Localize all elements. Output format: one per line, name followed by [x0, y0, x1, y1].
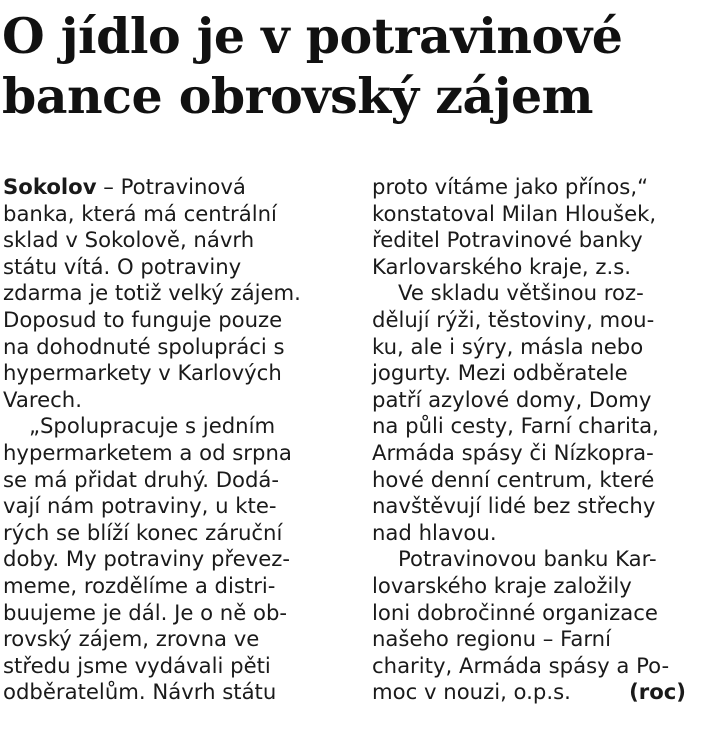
article-line: dělují rýži, těstoviny, mou- — [372, 306, 655, 332]
article-line: lovarského kraje založily — [372, 572, 632, 598]
article-line: meme, rozdělíme a distri- — [3, 572, 276, 598]
article-line: „Spolupracuje s jedním — [29, 413, 276, 439]
article-line: jogurty. Mezi odběratele — [372, 360, 628, 386]
article-line: vají nám potraviny, u kte- — [3, 493, 277, 519]
article-line: Karlovarského kraje, z.s. — [372, 253, 631, 279]
article-line: hové denní centrum, které — [372, 466, 655, 492]
article-line: Potravinovou banku Kar- — [398, 546, 657, 572]
author-initials: (roc) — [629, 679, 686, 705]
article-line: na půli cesty, Farní charita, — [372, 413, 659, 439]
dateline: Sokolov — [3, 174, 97, 199]
article-line: buujeme je dál. Je o ně ob- — [3, 599, 288, 625]
article-line: zdarma je totiž velký zájem. — [3, 280, 301, 306]
article-line: ředitel Potravinové banky — [372, 227, 643, 253]
article-line: sklad v Sokolově, návrh — [3, 227, 255, 253]
article-line: středu jsme vydávali pěti — [3, 652, 271, 678]
article-line: konstatoval Milan Hloušek, — [372, 200, 657, 226]
article-line: doby. My potraviny převez- — [3, 546, 291, 572]
article-line: hypermarkety v Karlových — [3, 360, 282, 386]
article-line: Ve skladu většinou roz- — [398, 280, 644, 306]
article-line: proto vítáme jako přínos,“ — [372, 174, 649, 199]
article-line: banka, která má centrální — [3, 200, 277, 226]
article-line: rovský zájem, zrovna ve — [3, 626, 260, 652]
article-line: navštěvují lidé bez střechy — [372, 493, 656, 519]
article-line: charity, Armáda spásy a Po- — [372, 652, 670, 678]
article-line: Armáda spásy či Nízkopra- — [372, 439, 654, 465]
article-line: na dohodnuté spolupráci s — [3, 333, 285, 359]
article-line-text: moc v nouzi, o.p.s. — [372, 679, 571, 705]
article-column-right — [372, 174, 704, 706]
article-line: Varech. — [3, 386, 82, 412]
article-line: našeho regionu – Farní — [372, 626, 611, 652]
article-line: odběratelům. Návrh státu — [3, 679, 277, 705]
article-line: Doposud to funguje pouze — [3, 306, 283, 332]
headline-line: O jídlo je v potravinové — [2, 7, 623, 65]
article-line-text: – Potravinová — [96, 174, 246, 199]
headline-line: bance obrovský zájem — [2, 67, 594, 125]
article-line: se má přidat druhý. Dodá- — [3, 466, 280, 492]
article-column-left — [3, 174, 348, 706]
article-line: hypermarketem a od srpna — [3, 439, 292, 465]
headline — [2, 6, 702, 126]
article-line: loni dobročinné organizace — [372, 599, 658, 625]
article-line: nad hlavou. — [372, 519, 497, 545]
article-line — [3, 174, 348, 201]
article-line — [372, 679, 704, 706]
article-line: státu vítá. O potraviny — [3, 253, 242, 279]
article-line: ku, ale i sýry, másla nebo — [372, 333, 644, 359]
article-line: patří azylové domy, Domy — [372, 386, 652, 412]
article-line: rých se blíží konec záruční — [3, 519, 283, 545]
